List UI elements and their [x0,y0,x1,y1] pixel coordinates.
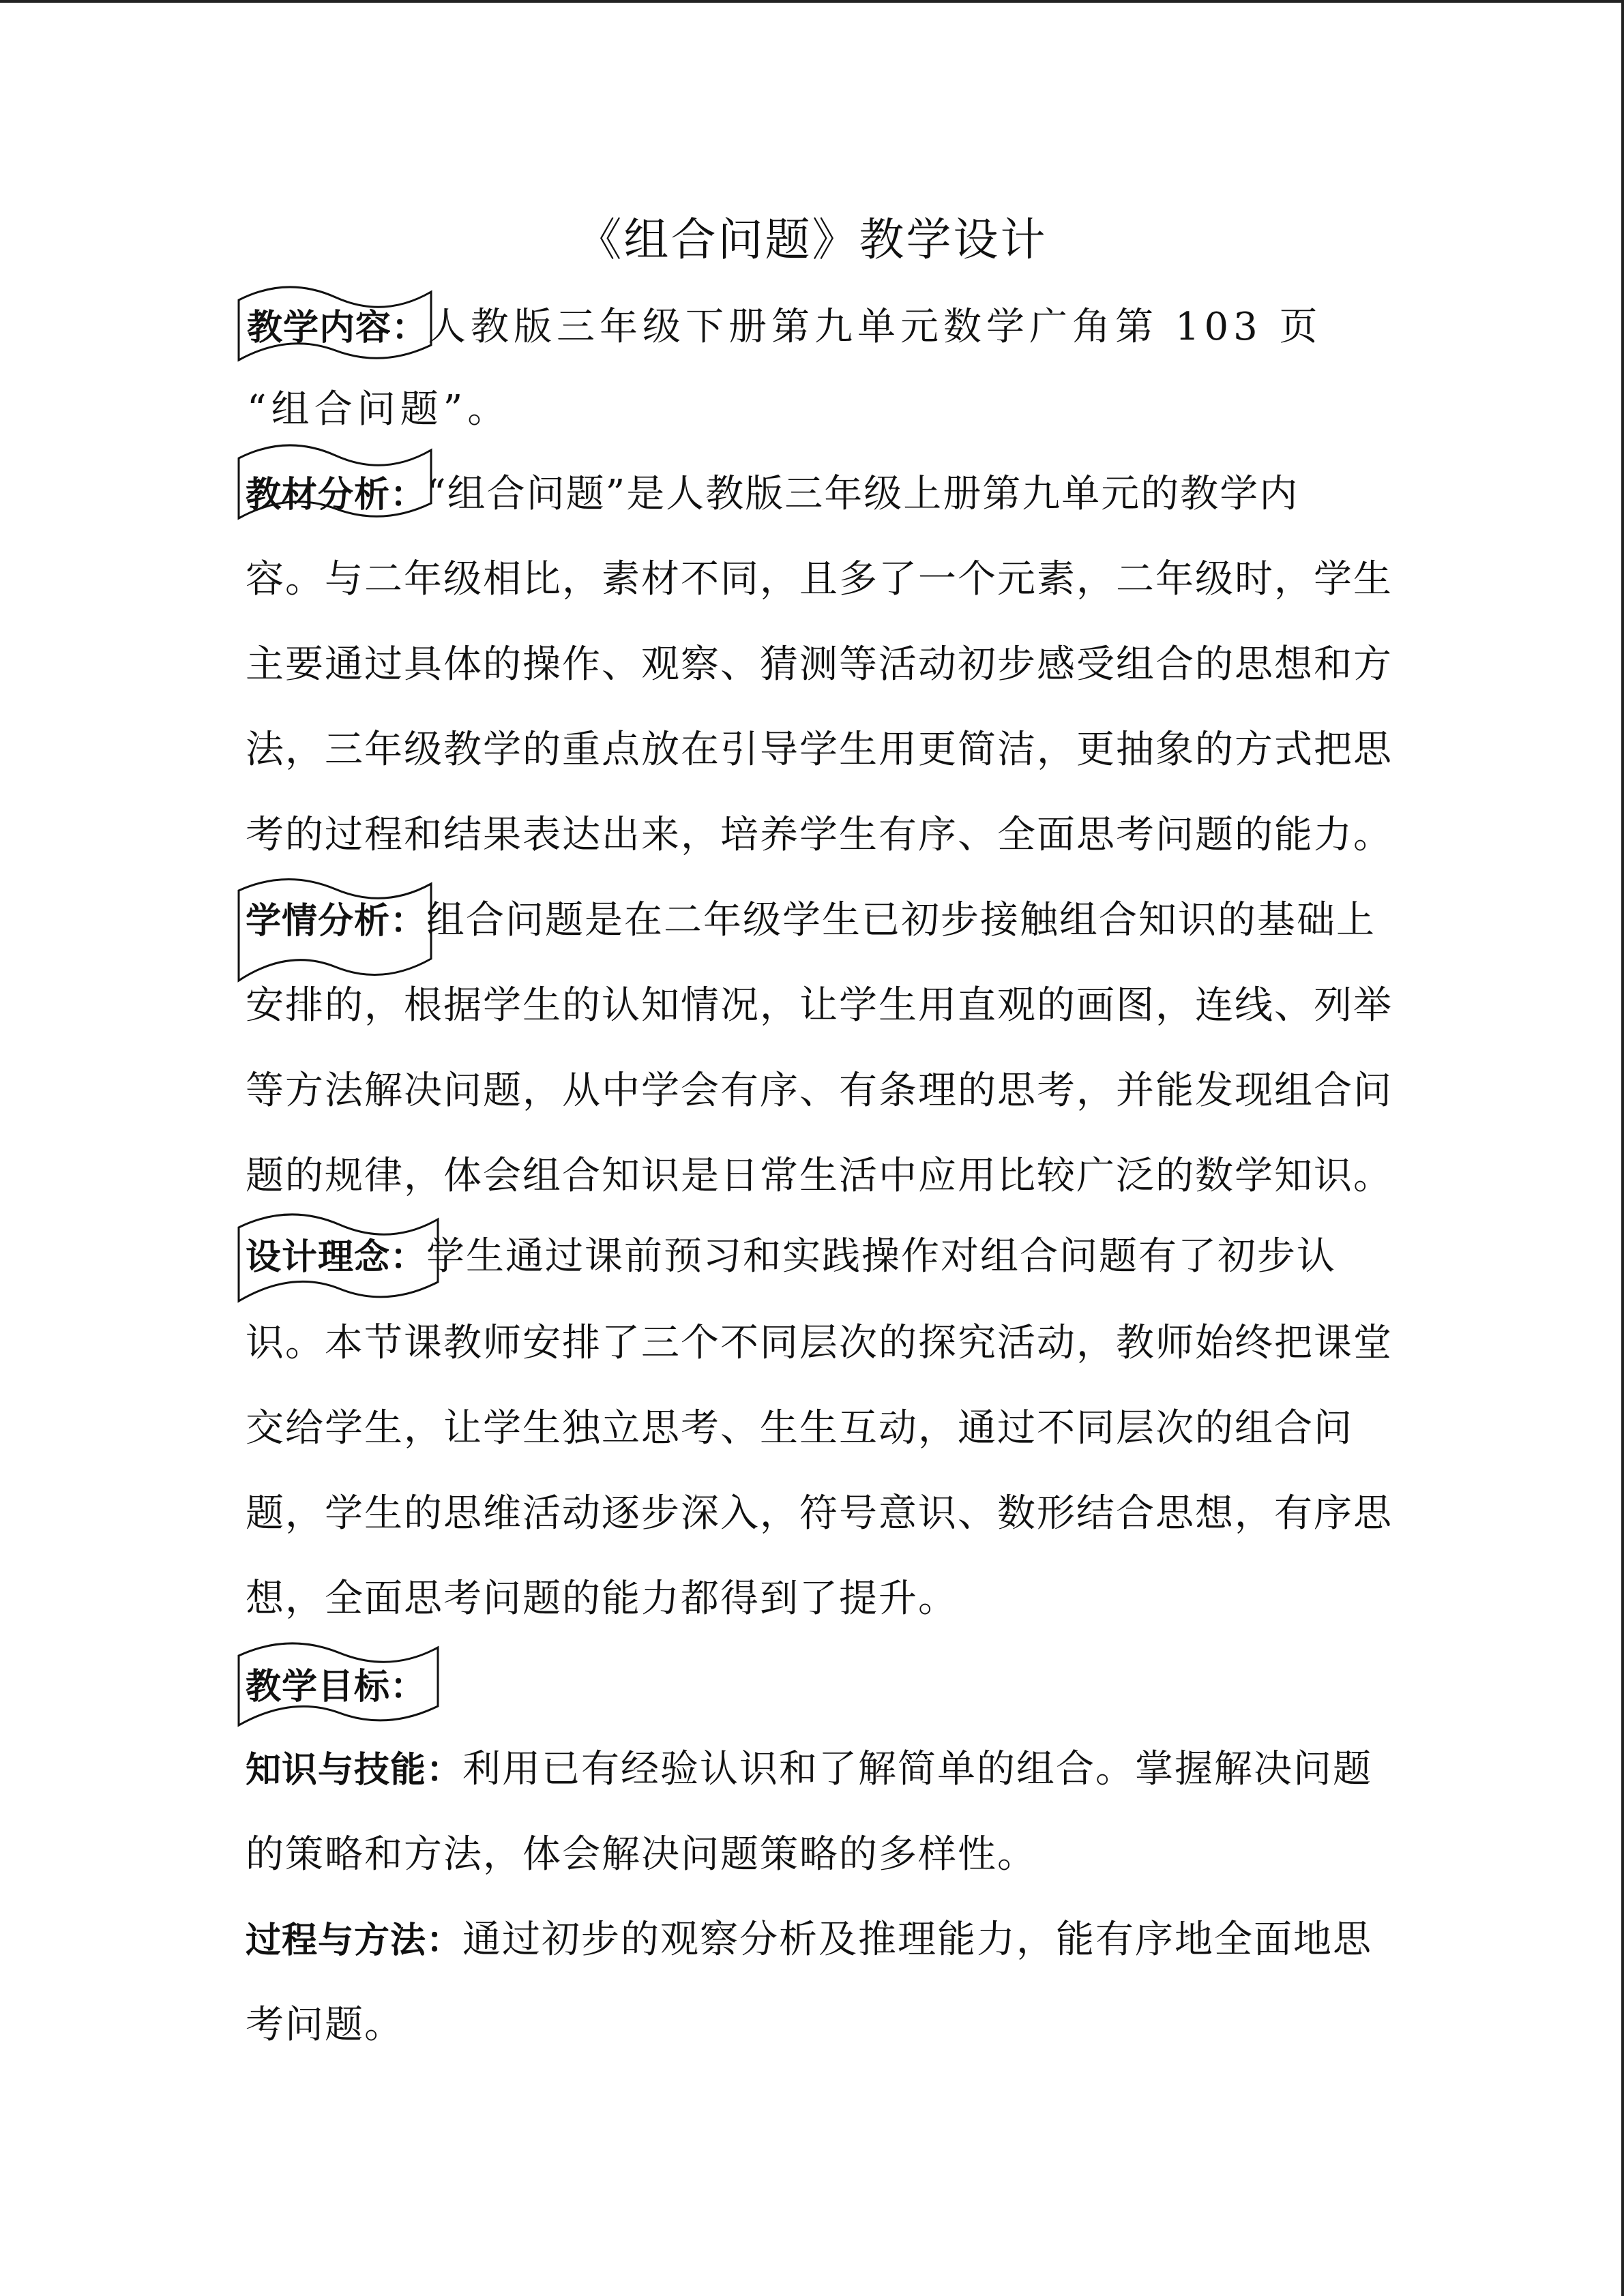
line-text: 考问题。 [246,2003,404,2047]
text-line [246,1405,1364,1452]
section-label: 教材分析： [246,475,427,516]
line-material-analysis [246,471,1364,519]
page-right-border [1621,0,1624,2296]
line-text: 题，学生的思维活动逐步深入，符号意识、数形结合思想，有序思 [246,1491,1393,1536]
line-text: 利用已有经验认识和了解简单的组合。掌握解决问题 [462,1747,1373,1791]
document-title: 《组合问题》教学设计 [576,213,1048,266]
subsection-label: 知识与技能： [246,1750,463,1791]
text-line [246,641,1393,689]
line-text: 组合问题是在二年级学生已初步接触组合知识的基础上 [426,898,1376,942]
line-teaching-goals [246,1663,1364,1711]
line-text: 安排的，根据学生的认知情况，让学生用直观的画图，连线、列举 [246,983,1393,1028]
text-line [246,1575,1364,1623]
text-line [246,1152,1393,1200]
line-teaching-content [247,303,1365,352]
text-line [246,1831,1364,1879]
section-label: 教学目标： [246,1667,427,1708]
subsection-label: 过程与方法： [246,1920,463,1961]
page-top-border [0,0,1624,3]
line-text: 学生通过课前预习和实践操作对组合问题有了初步认 [426,1234,1337,1279]
line-design-concept [246,1233,1364,1281]
section-label: 教学内容： [247,308,428,348]
text-line [246,811,1393,859]
text-line [246,726,1393,774]
line-text: 容。与二年级相比，素材不同，且多了一个元素，二年级时，学生 [246,557,1393,601]
text-line [246,556,1393,603]
line-text: 等方法解决问题，从中学会有序、有条理的思考，并能发现组合问 [246,1069,1393,1113]
line-text: 识。本节课教师安排了三个不同层次的探究活动，教师始终把课堂 [246,1321,1393,1365]
line-text: “组合问题”是人教版三年级上册第九单元的教学内 [426,472,1299,516]
line-knowledge-skills [246,1746,1373,1794]
text-line [247,386,1365,434]
section-label: 设计理念： [246,1237,427,1278]
text-line [246,1320,1393,1367]
line-text: 的策略和方法，体会解决问题策略的多样性。 [246,1832,1037,1877]
section-label: 学情分析： [246,901,427,942]
line-text: 想，全面思考问题的能力都得到了提升。 [246,1577,958,1621]
text-line [246,2001,1364,2049]
line-text: 通过初步的观察分析及推理能力，能有序地全面地思 [462,1918,1373,1962]
text-line [246,1490,1393,1538]
line-text: 人教版三年级下册第九单元数学广角第 103 页 [428,305,1323,349]
line-text: 题的规律，体会组合知识是日常生活中应用比较广泛的数学知识。 [246,1154,1393,1198]
line-text: 交给学生，让学生独立思考、生生互动，通过不同层次的组合问 [246,1406,1353,1450]
line-learner-analysis [246,897,1376,945]
line-process-methods [246,1916,1373,1965]
text-line [246,982,1393,1030]
line-text: 法，三年级教学的重点放在引导学生用更简洁，更抽象的方式把思 [246,728,1393,772]
line-text: 考的过程和结果表达出来，培养学生有序、全面思考问题的能力。 [246,813,1393,857]
line-text: “组合问题”。 [247,387,511,432]
text-line [246,1067,1393,1115]
line-text: 主要通过具体的操作、观察、猜测等活动初步感受组合的思想和方 [246,642,1393,687]
